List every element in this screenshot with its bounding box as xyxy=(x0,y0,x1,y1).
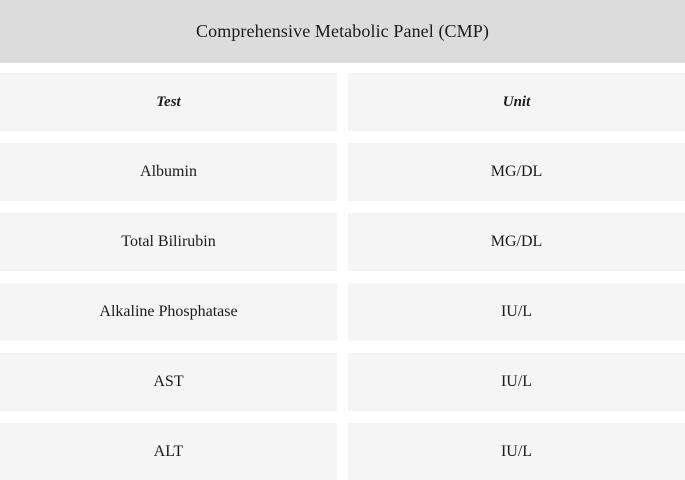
test-cell: Albumin xyxy=(0,143,337,201)
table-row xyxy=(0,353,685,411)
test-cell: AST xyxy=(0,353,337,411)
test-cell: ALT xyxy=(0,423,337,480)
column-header-test: Test xyxy=(0,73,337,131)
column-header-unit: Unit xyxy=(348,73,685,131)
unit-cell: MG/DL xyxy=(348,143,685,201)
test-cell: Total Bilirubin xyxy=(0,213,337,271)
table-row xyxy=(0,283,685,341)
table-row xyxy=(0,143,685,201)
unit-cell: MG/DL xyxy=(348,213,685,271)
panel-title: Comprehensive Metabolic Panel (CMP) xyxy=(0,0,685,63)
table-row xyxy=(0,423,685,480)
table-header-row xyxy=(0,73,685,131)
unit-cell: IU/L xyxy=(348,353,685,411)
table-row xyxy=(0,213,685,271)
test-cell: Alkaline Phosphatase xyxy=(0,283,337,341)
unit-cell: IU/L xyxy=(348,283,685,341)
unit-cell: IU/L xyxy=(348,423,685,480)
cmp-table xyxy=(0,73,685,480)
